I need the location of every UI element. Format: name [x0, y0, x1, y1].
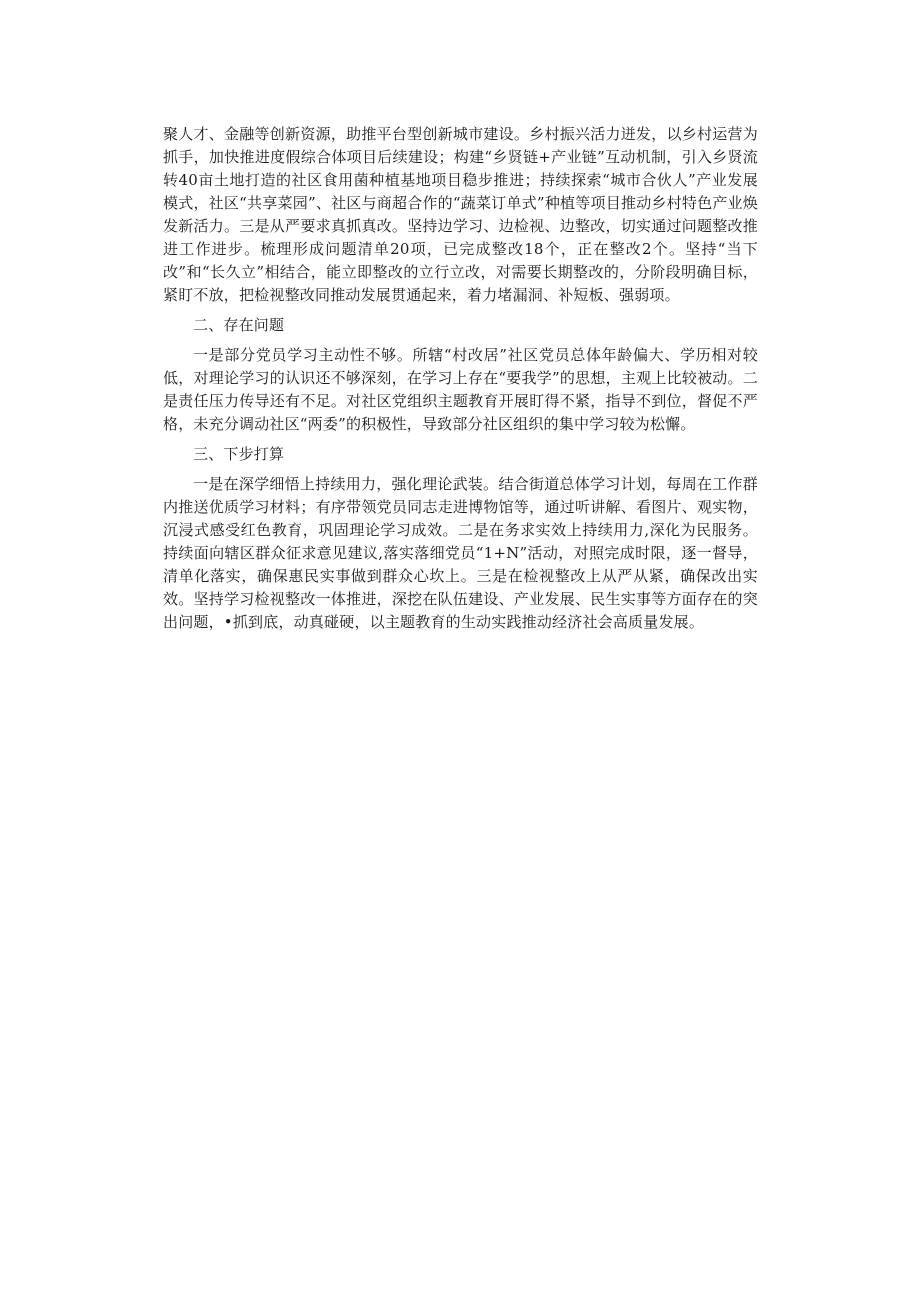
section-heading-problems: 二、存在问题: [193, 316, 285, 334]
document-page: [163, 123, 758, 641]
paragraph-next-steps: 一是在深学细悟上持续用力，强化理论武装。结合街道总体学习计划，每周在工作群内推送优质学习材料；有序带领党员同志走进博物馆等，通过听讲解、看图片、观实物，沉浸式感受红色教育，巩固理论学习成效。二是在务求实效上持续用力,深化为民服务。持续面向辖区群众征求意见建议,落实落细党员“1+N”活动，对照完成时限，逐一督导，清单化落实，确保惠民实事做到群众心坎上。三是在检视整改上从严从紧，确保改出实效。坚持学习检视整改一体推进，深挖在队伍建设、产业发展、民生实事等方面存在的突出问题，•抓到底，动真碰硬，以主题教育的生动实践推动经济社会高质量发展。: [163, 475, 758, 631]
paragraph-problems: 一是部分党员学习主动性不够。所辖“村改居”社区党员总体年龄偏大、学历相对较低，对理论学习的认识还不够深刻，在学习上存在“要我学”的思想，主观上比较被动。二是责任压力传导还有不足。对社区党组织主题教育开展盯得不紧，指导不到位，督促不严格，未充分调动社区“两委”的积极性，导致部分社区组织的集中学习较为松懈。: [163, 346, 758, 433]
paragraph-progress-continued: 聚人才、金融等创新资源，助推平台型创新城市建设。乡村振兴活力迸发，以乡村运营为抓手，加快推进度假综合体项目后续建设；构建“乡贤链+产业链”互动机制，引入乡贤流转40亩土地打造的社区食用菌种植基地项目稳步推进；持续探索“城市合伙人”产业发展模式，社区“共享菜园”、社区与商超合作的“蔬菜订单式”种植等项目推动乡村特色产业焕发新活力。三是从严要求真抓真改。坚持边学习、边检视、边整改，切实通过问题整改推进工作进步。梳理形成问题清单20项，已完成整改18个，正在整改2个。坚持“当下改”和“长久立”相结合，能立即整改的立行立改，对需要长期整改的，分阶段明确目标，紧盯不放，把检视整改同推动发展贯通起来，着力堵漏洞、补短板、强弱项。: [163, 125, 758, 304]
section-heading-next-steps: 三、下步打算: [193, 445, 285, 463]
